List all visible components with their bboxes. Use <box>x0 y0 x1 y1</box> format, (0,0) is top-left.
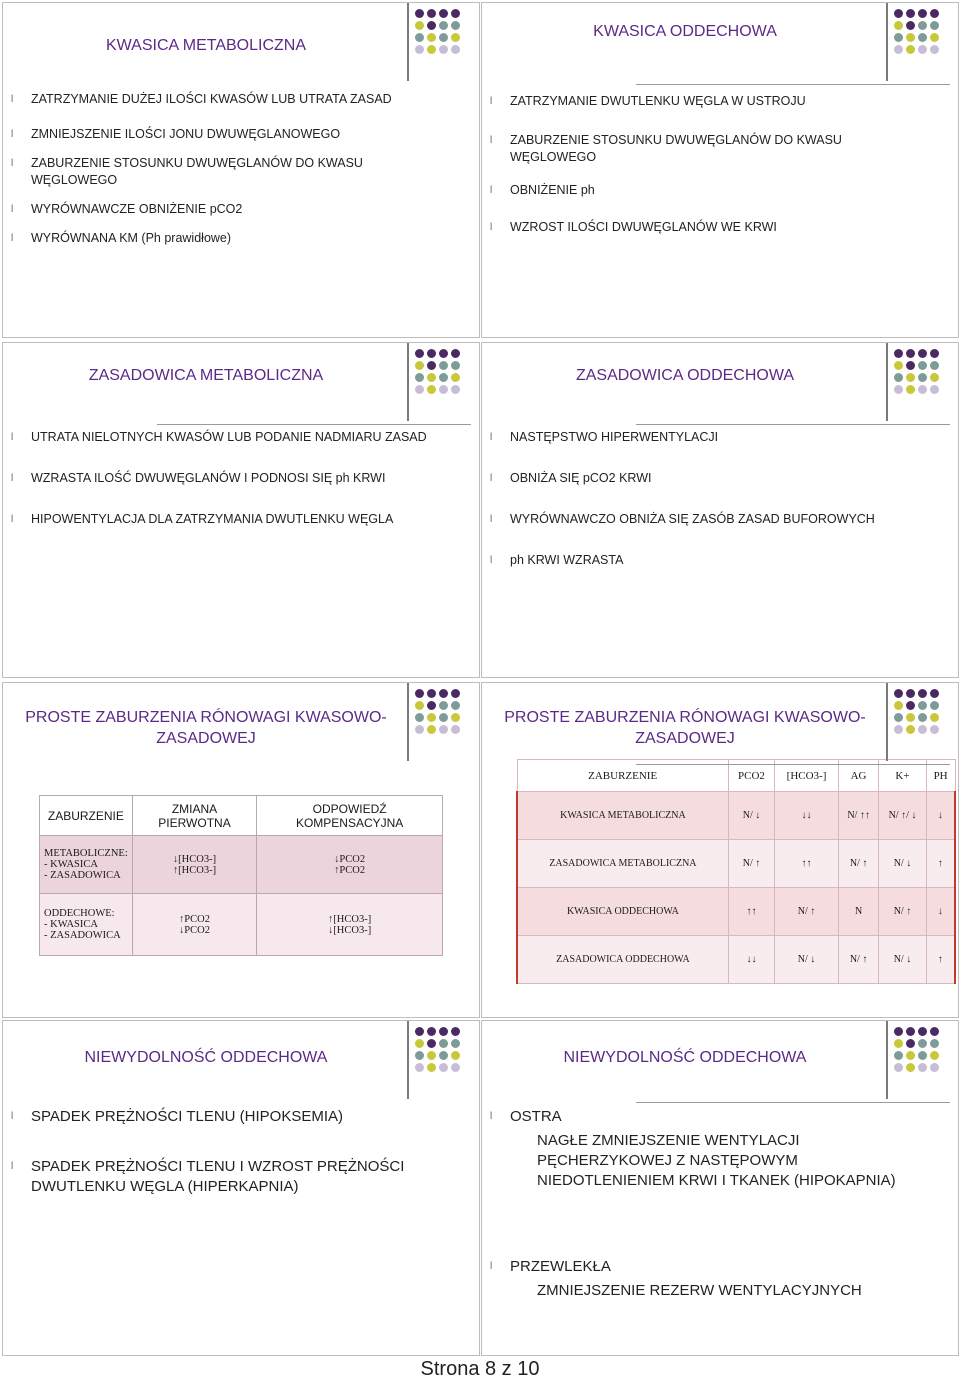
decorative-dot <box>439 45 448 54</box>
decorative-dot <box>918 385 927 394</box>
decorative-dot <box>894 21 903 30</box>
decorative-dot <box>439 373 448 382</box>
dot-pattern-decoration <box>886 1021 950 1103</box>
decorative-dot <box>906 689 915 698</box>
decorative-dot <box>918 1051 927 1060</box>
decorative-dot <box>415 1027 424 1036</box>
dot-pattern-decoration <box>407 1021 471 1103</box>
decorative-dot <box>415 45 424 54</box>
dot-pattern-decoration <box>886 683 950 765</box>
decorative-dot <box>415 701 424 710</box>
decorative-dot <box>930 701 939 710</box>
decorative-dot <box>930 1051 939 1060</box>
bullet: l WZROST ILOŚCI DWUWĘGLANÓW WE KRWI <box>510 219 928 236</box>
decorative-dot <box>930 361 939 370</box>
decorative-dot <box>906 1063 915 1072</box>
table-header: K+ <box>879 760 927 792</box>
decorative-dot <box>451 21 460 30</box>
table-row: KWASICA ODDECHOWA ↑↑ N/ ↑ N N/ ↑ ↓ <box>517 888 955 936</box>
decorative-dot <box>930 373 939 382</box>
decorative-dot <box>894 1063 903 1072</box>
decorative-dot <box>918 361 927 370</box>
decorative-dot <box>906 701 915 710</box>
decorative-dot <box>427 373 436 382</box>
table-header: PH <box>926 760 955 792</box>
decorative-dot <box>918 9 927 18</box>
decorative-dot <box>439 361 448 370</box>
decorative-dot <box>439 1027 448 1036</box>
slide-kwasica-oddechowa <box>481 2 959 338</box>
decorative-dot <box>894 701 903 710</box>
table-row: KWASICA METABOLICZNA N/ ↓ ↓↓ N/ ↑↑ N/ ↑/ ↓ ↓ <box>517 792 955 840</box>
decorative-dot <box>906 361 915 370</box>
decorative-dot <box>451 725 460 734</box>
decorative-dot <box>415 385 424 394</box>
bullet: l OBNIŻENIE ph <box>510 182 928 199</box>
decorative-dot <box>930 385 939 394</box>
decorative-dot <box>415 725 424 734</box>
decorative-dot <box>894 1051 903 1060</box>
bullet: l ZABURZENIE STOSUNKU DWUWĘGLANÓW DO KWASU WĘGLOWEGO <box>31 155 449 189</box>
table-header: PCO2 <box>728 760 774 792</box>
parameters-table <box>516 759 956 984</box>
decorative-dot <box>427 21 436 30</box>
bullet: l UTRATA NIELOTNYCH KWASÓW LUB PODANIE NADMIARU ZASAD <box>31 429 449 446</box>
decorative-dot <box>894 689 903 698</box>
decorative-dot <box>415 1039 424 1048</box>
decorative-dot <box>439 725 448 734</box>
table-header: [HCO3-] <box>775 760 839 792</box>
decorative-dot <box>427 1027 436 1036</box>
slide-niewydolnosc-oddechowa-1 <box>2 1020 480 1356</box>
decorative-dot <box>415 373 424 382</box>
decorative-dot <box>415 349 424 358</box>
dot-pattern-decoration <box>886 343 950 425</box>
decorative-dot <box>427 45 436 54</box>
decorative-dot <box>451 1027 460 1036</box>
decorative-dot <box>415 713 424 722</box>
decorative-dot <box>930 45 939 54</box>
slide-title: PROSTE ZABURZENIA RÓNOWAGI KWASOWO-ZASADOWEJ <box>504 709 866 747</box>
bullet: l NASTĘPSTWO HIPERWENTYLACJI <box>510 429 928 446</box>
decorative-dot <box>894 349 903 358</box>
decorative-dot <box>894 385 903 394</box>
decorative-dot <box>427 713 436 722</box>
decorative-dot <box>451 689 460 698</box>
decorative-dot <box>439 689 448 698</box>
decorative-dot <box>930 349 939 358</box>
decorative-dot <box>894 1027 903 1036</box>
compensation-table <box>39 795 443 956</box>
decorative-dot <box>918 701 927 710</box>
decorative-dot <box>427 1063 436 1072</box>
decorative-dot <box>451 385 460 394</box>
decorative-dot <box>918 1027 927 1036</box>
decorative-dot <box>427 385 436 394</box>
decorative-dot <box>894 45 903 54</box>
decorative-dot <box>415 33 424 42</box>
decorative-dot <box>427 701 436 710</box>
dot-pattern-decoration <box>886 3 950 85</box>
decorative-dot <box>439 1039 448 1048</box>
decorative-dot <box>930 1039 939 1048</box>
decorative-dot <box>427 1051 436 1060</box>
decorative-dot <box>439 9 448 18</box>
sub-text: ZMNIEJSZENIE REZERW WENTYLACYJNYCH <box>537 1282 862 1299</box>
decorative-dot <box>451 1051 460 1060</box>
table-header: ZABURZENIE <box>517 760 728 792</box>
decorative-dot <box>906 725 915 734</box>
slide-proste-zaburzenia-1 <box>2 682 480 1018</box>
slide-title: ZASADOWICA ODDECHOWA <box>575 367 795 384</box>
decorative-dot <box>930 1027 939 1036</box>
slide-title: ZASADOWICA METABOLICZNA <box>88 367 324 384</box>
decorative-dot <box>439 713 448 722</box>
decorative-dot <box>439 349 448 358</box>
table-row: ZASADOWICA METABOLICZNA N/ ↑ ↑↑ N/ ↑ N/ ↓ ↑ <box>517 840 955 888</box>
decorative-dot <box>906 349 915 358</box>
table-row: METABOLICZNE: - KWASICA - ZASADOWICA ↓[HCO3-] ↑[HCO3-] ↓PCO2 ↑PCO2 <box>40 836 443 894</box>
decorative-dot <box>451 33 460 42</box>
slide-niewydolnosc-oddechowa-2 <box>481 1020 959 1356</box>
slide-kwasica-metaboliczna <box>2 2 480 338</box>
decorative-dot <box>918 1063 927 1072</box>
bullet: l SPADEK PRĘŻNOŚCI TLENU (HIPOKSEMIA) <box>31 1107 449 1127</box>
decorative-dot <box>918 373 927 382</box>
dot-pattern-decoration <box>407 3 471 85</box>
dot-pattern-decoration <box>407 343 471 425</box>
decorative-dot <box>451 1063 460 1072</box>
decorative-dot <box>918 45 927 54</box>
bullet: l OSTRA <box>510 1107 928 1127</box>
table-header: ZABURZENIE <box>40 796 133 836</box>
decorative-dot <box>451 9 460 18</box>
slide-title: PROSTE ZABURZENIA RÓNOWAGI KWASOWO-ZASADOWEJ <box>25 709 387 747</box>
decorative-dot <box>906 45 915 54</box>
bullet: l SPADEK PRĘŻNOŚCI TLENU I WZROST PRĘŻNOŚCI DWUTLENKU WĘGLA (HIPERKAPNIA) <box>31 1157 449 1197</box>
decorative-dot <box>918 33 927 42</box>
slide-title: KWASICA ODDECHOWA <box>593 23 777 40</box>
bullet: l ZABURZENIE STOSUNKU DWUWĘGLANÓW DO KWASU WĘGLOWEGO <box>510 132 928 166</box>
bullet: l PRZEWLEKŁA <box>510 1257 928 1277</box>
decorative-dot <box>451 1039 460 1048</box>
decorative-dot <box>427 361 436 370</box>
decorative-dot <box>439 33 448 42</box>
slide-zasadowica-oddechowa <box>481 342 959 678</box>
decorative-dot <box>918 689 927 698</box>
decorative-dot <box>894 33 903 42</box>
decorative-dot <box>906 373 915 382</box>
bullet: l OBNIŻA SIĘ pCO2 KRWI <box>510 470 928 487</box>
slide-title: KWASICA METABOLICZNA <box>105 37 307 54</box>
decorative-dot <box>930 9 939 18</box>
decorative-dot <box>894 373 903 382</box>
decorative-dot <box>918 21 927 30</box>
decorative-dot <box>918 1039 927 1048</box>
decorative-dot <box>918 713 927 722</box>
decorative-dot <box>415 9 424 18</box>
decorative-dot <box>930 21 939 30</box>
decorative-dot <box>906 21 915 30</box>
decorative-dot <box>451 701 460 710</box>
table-row: ODDECHOWE: - KWASICA - ZASADOWICA ↑PCO2 ↓PCO2 ↑[HCO3-] ↓[HCO3-] <box>40 894 443 956</box>
decorative-dot <box>451 45 460 54</box>
decorative-dot <box>906 713 915 722</box>
decorative-dot <box>451 373 460 382</box>
decorative-dot <box>906 1027 915 1036</box>
bullet: l ZATRZYMANIE DUŻEJ ILOŚCI KWASÓW LUB UTRATA ZASAD <box>31 91 449 108</box>
bullet: l ZMNIEJSZENIE ILOŚCI JONU DWUWĘGLANOWEGO <box>31 126 449 143</box>
bullet: l ZATRZYMANIE DWUTLENKU WĘGLA W USTROJU <box>510 93 928 110</box>
decorative-dot <box>894 713 903 722</box>
decorative-dot <box>439 701 448 710</box>
decorative-dot <box>427 1039 436 1048</box>
table-header: ODPOWIEDŹ KOMPENSACYJNA <box>257 796 443 836</box>
decorative-dot <box>894 1039 903 1048</box>
decorative-dot <box>451 713 460 722</box>
decorative-dot <box>451 361 460 370</box>
decorative-dot <box>906 385 915 394</box>
table-header: AG <box>838 760 878 792</box>
decorative-dot <box>918 349 927 358</box>
decorative-dot <box>427 725 436 734</box>
bullet: l HIPOWENTYLACJA DLA ZATRZYMANIA DWUTLENKU WĘGLA <box>31 511 449 528</box>
decorative-dot <box>427 689 436 698</box>
dot-pattern-decoration <box>407 683 471 765</box>
table-header: ZMIANA PIERWOTNA <box>132 796 257 836</box>
decorative-dot <box>930 689 939 698</box>
bullet: l ph KRWI WZRASTA <box>510 552 928 569</box>
decorative-dot <box>415 1051 424 1060</box>
slide-title: NIEWYDOLNOŚĆ ODDECHOWA <box>84 1049 328 1066</box>
decorative-dot <box>930 33 939 42</box>
decorative-dot <box>894 9 903 18</box>
decorative-dot <box>930 1063 939 1072</box>
bullet: l WYRÓWNANA KM (Ph prawidłowe) <box>31 230 449 247</box>
slide-zasadowica-metaboliczna <box>2 342 480 678</box>
decorative-dot <box>906 1051 915 1060</box>
decorative-dot <box>439 1051 448 1060</box>
decorative-dot <box>439 1063 448 1072</box>
decorative-dot <box>427 9 436 18</box>
decorative-dot <box>906 33 915 42</box>
decorative-dot <box>906 9 915 18</box>
decorative-dot <box>415 21 424 30</box>
decorative-dot <box>439 21 448 30</box>
decorative-dot <box>427 349 436 358</box>
decorative-dot <box>918 725 927 734</box>
bullet: l WYRÓWNAWCZE OBNIŻENIE pCO2 <box>31 201 449 218</box>
decorative-dot <box>894 725 903 734</box>
table-row: ZASADOWICA ODDECHOWA ↓↓ N/ ↓ N/ ↑ N/ ↓ ↑ <box>517 936 955 984</box>
decorative-dot <box>415 689 424 698</box>
slide-proste-zaburzenia-2 <box>481 682 959 1018</box>
decorative-dot <box>906 1039 915 1048</box>
decorative-dot <box>415 1063 424 1072</box>
decorative-dot <box>439 385 448 394</box>
decorative-dot <box>451 349 460 358</box>
bullet: l WZRASTA ILOŚĆ DWUWĘGLANÓW I PODNOSI SIĘ ph KRWI <box>31 470 449 487</box>
decorative-dot <box>415 361 424 370</box>
decorative-dot <box>930 713 939 722</box>
decorative-dot <box>427 33 436 42</box>
decorative-dot <box>930 725 939 734</box>
sub-text: NAGŁE ZMNIEJSZENIE WENTYLACJI PĘCHERZYKOWEJ Z NASTĘPOWYM NIEDOTLENIENIEM KRWI I TKANEK (HIPOKAPNIA) <box>537 1132 896 1189</box>
slide-title: NIEWYDOLNOŚĆ ODDECHOWA <box>563 1049 807 1066</box>
decorative-dot <box>894 361 903 370</box>
page-footer: Strona 8 z 10 <box>420 1358 540 1378</box>
bullet: l WYRÓWNAWCZO OBNIŻA SIĘ ZASÓB ZASAD BUFOROWYCH <box>510 511 928 528</box>
